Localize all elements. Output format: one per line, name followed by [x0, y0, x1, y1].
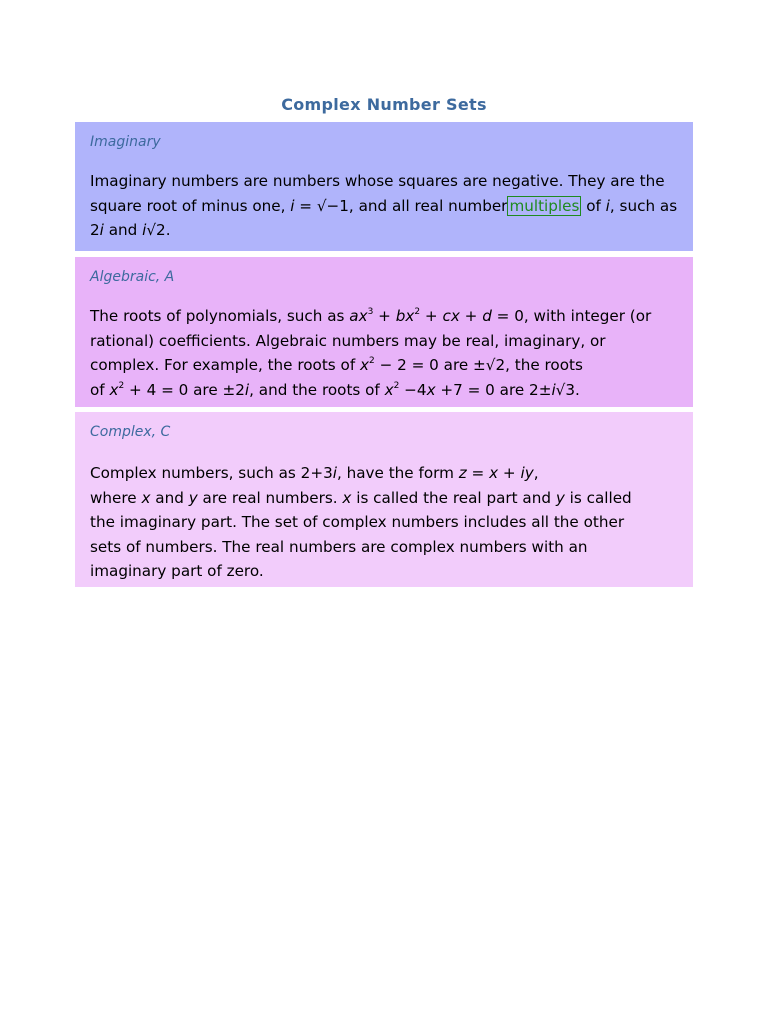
text-line: imaginary part of zero. — [90, 562, 264, 580]
text-line: sets of numbers. The real numbers are complex numbers with an — [90, 537, 588, 556]
section-body — [90, 461, 678, 584]
section-imaginary — [75, 122, 693, 251]
section-complex — [75, 412, 693, 587]
section-heading: Imaginary — [90, 134, 161, 150]
text-line: square root of minus one, i = √−1, and all real number multiples of i, such as — [90, 196, 678, 215]
text-line: rational) coefficients. Algebraic numbers may be real, imaginary, or — [90, 331, 606, 350]
text-line: The roots of polynomials, such as $ax^3 + bx^2$ + cx + d = 0, with integer (or — [90, 307, 652, 325]
text-line: Imaginary numbers are numbers whose squares are negative. They are the — [90, 172, 665, 190]
text-line: where x and y are real numbers. x is called the real part and y is called — [90, 488, 632, 507]
section-body — [90, 169, 678, 243]
text-line: 2i and i√2. — [90, 221, 171, 239]
text-line: of $x^2 + 4 = 0$ are ±2i, and the roots of $x^2 -4x +7 = 0$ are 2±i√3. — [90, 380, 580, 399]
text-line: the imaginary part. The set of complex numbers includes all the other — [90, 513, 625, 531]
text-line: complex. For example, the roots of $x^2 - 2 = 0$ are ±√2, the roots — [90, 356, 583, 374]
section-body — [90, 304, 678, 402]
section-heading: Algebraic, A — [90, 269, 175, 285]
multiples-link[interactable]: multiples — [509, 196, 580, 215]
section-heading: Complex, C — [90, 424, 171, 440]
section-algebraic — [75, 257, 693, 407]
page-title: Complex Number Sets — [281, 95, 487, 114]
text-line: Complex numbers, such as 2+3i, have the form z = x + iy, — [90, 464, 539, 482]
